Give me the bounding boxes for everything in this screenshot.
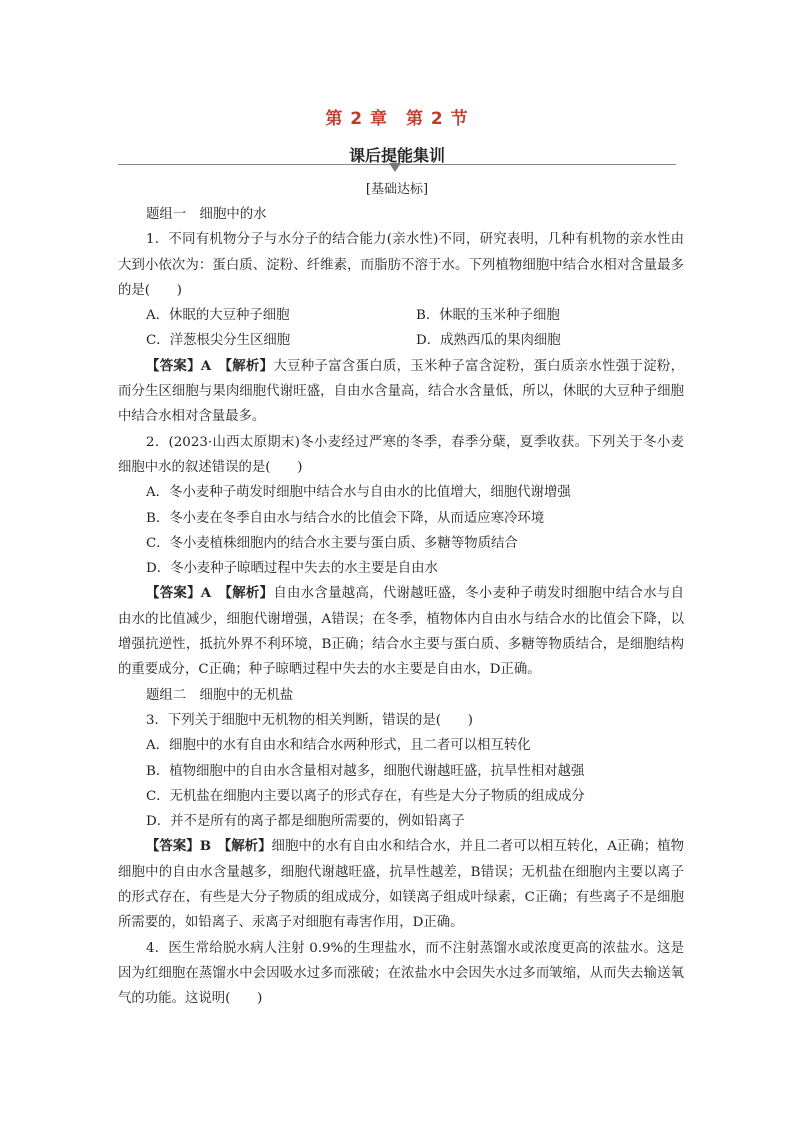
answer-tag: 【答案】A 【解析】: [146, 585, 274, 602]
option-a: A．细胞中的水有自由水和结合水两种形式，且二者可以相互转化: [146, 738, 531, 754]
option-d: D．成熟西瓜的果肉细胞: [416, 333, 561, 349]
question-1-answer: [118, 354, 684, 430]
option-b: B．休眠的玉米种子细胞: [416, 308, 560, 324]
option-a: A．冬小麦种子萌发时细胞中结合水与自由水的比值增大，细胞代谢增强: [146, 485, 571, 501]
question-2-stem: 2．(2023·山西太原期末)冬小麦经过严寒的冬季，春季分蘖，夏季收获。下列关于冬小麦细胞中水的叙述错误的是( ): [118, 434, 684, 475]
answer-tag: 【答案】A 【解析】: [146, 357, 274, 374]
section-label: [基础达标]: [365, 182, 429, 197]
question-1-options-row-1: [118, 303, 684, 328]
option-d: D．冬小麦种子晾晒过程中失去的水主要是自由水: [146, 561, 438, 577]
option-b: B．冬小麦在冬季自由水与结合水的比值会下降，从而适应寒冷环境: [146, 510, 545, 526]
option-a: A．休眠的大豆种子细胞: [146, 308, 290, 324]
question-1-options-row-2: [118, 328, 684, 353]
option-d: D．并不是所有的离子都是细胞所需要的，例如铅离子: [146, 814, 465, 830]
answer-tag: 【答案】B 【解析】: [146, 838, 272, 855]
answer-text: 细胞中的水有自由水和结合水，并且二者可以相互转化，A正确；植物细胞中的自由水含量越多，细胞代谢越旺盛，抗旱性越差，B错误；无机盐在细胞内主要以离子的形式存在，有些是大分子物质的组成成分，如镁离子组成叶绿素，C正确；有些离子不是细胞所需要的，如铅离子、汞离子对细胞有毒害作用，D正确。: [118, 839, 685, 931]
option-c: C．洋葱根尖分生区细胞: [146, 333, 291, 349]
question-4-stem: 4．医生常给脱水病人注射 0.9%的生理盐水，而不注射蒸馏水或浓度更高的浓盐水。这是因为红细胞在蒸馏水中会因吸水过多而涨破；在浓盐水中会因失水过多而皱缩，从而失去输送氧气的功能。这说明( ): [118, 940, 684, 1007]
option-c: C．无机盐在细胞内主要以离子的形式存在，有些是大分子物质的组成成分: [146, 788, 585, 804]
divider-arrow-icon: [389, 163, 401, 172]
question-2-answer: [118, 581, 684, 682]
answer-text: 大豆种子富含蛋白质，玉米种子富含淀粉，蛋白质亲水性强于淀粉，而分生区细胞与果肉细胞代谢旺盛，自由水含量高，结合水含量低，所以，休眠的大豆种子细胞中结合水相对含量最多。: [118, 358, 684, 425]
option-c: C．冬小麦植株细胞内的结合水主要与蛋白质、多糖等物质结合: [146, 535, 518, 551]
page-subtitle: 课后提能集训: [348, 146, 445, 165]
question-1-stem: 1．不同有机物分子与水分子的结合能力(亲水性)不同，研究表明，几种有机物的亲水性由大到小依次为：蛋白质、淀粉、纤维素，而脂肪不溶于水。下列植物细胞中结合水相对含量最多的是( ): [118, 232, 684, 298]
chapter-title: 第 2 章 第 2 节: [325, 109, 469, 129]
question-3-stem: 3．下列关于细胞中无机物的相关判断，错误的是( ): [146, 712, 473, 728]
group-heading: 题组一 细胞中的水: [146, 207, 267, 222]
question-3-answer: [118, 834, 684, 935]
option-b: B．植物细胞中的自由水含量相对越多，细胞代谢越旺盛，抗旱性相对越强: [146, 763, 585, 779]
answer-text: 自由水含量越高，代谢越旺盛，冬小麦种子萌发时细胞中结合水与自由水的比值减少，细胞代谢增强，A错误；在冬季，植物体内自由水与结合水的比值会下降，以增强抗逆性，抵抗外界不利环境，B正确；结合水主要与蛋白质、多糖等物质结合，是细胞结构的重要成分，C正确；种子晾晒过程中失去的水主要是自由水，D正确。: [118, 586, 684, 678]
document-body: [118, 202, 684, 1012]
group-heading: 题组二 细胞中的无机盐: [146, 687, 294, 703]
